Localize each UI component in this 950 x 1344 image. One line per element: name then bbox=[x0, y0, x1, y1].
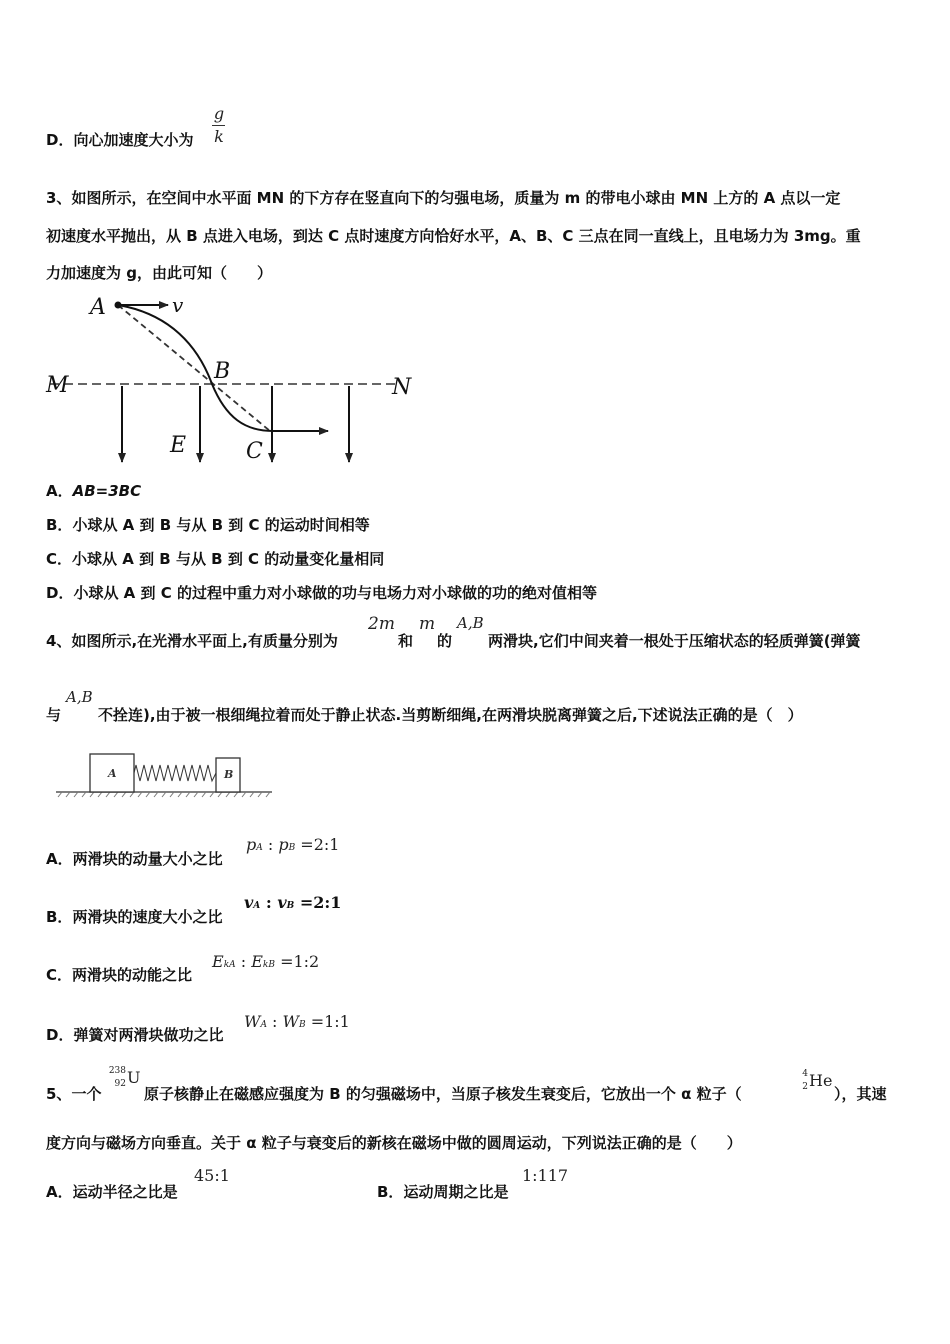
colon: : bbox=[265, 893, 272, 912]
q4-line1-end: 两滑块,它们中间夹着一根处于压缩状态的轻质弹簧(弹簧 bbox=[488, 632, 861, 650]
option-text: 两滑块的速度大小之比 bbox=[72, 908, 223, 926]
subscript: A bbox=[256, 843, 263, 853]
option-text: 向心加速度大小为 bbox=[73, 131, 194, 149]
option-label: C． bbox=[46, 966, 73, 984]
kinetic-energy-ratio bbox=[212, 952, 319, 971]
he-symbol: He bbox=[809, 1071, 833, 1090]
fraction-numerator: g bbox=[213, 104, 225, 123]
q4-option-a bbox=[46, 848, 223, 869]
spring bbox=[134, 765, 216, 781]
symbol: v bbox=[244, 893, 254, 912]
label-c: C bbox=[246, 439, 263, 464]
option-text: 小球从 A 到 B 与从 B 到 C 的运动时间相等 bbox=[72, 516, 370, 534]
q3-line1 bbox=[46, 187, 840, 208]
q3-figure bbox=[40, 286, 430, 466]
option-text: AB=3BC bbox=[72, 482, 142, 500]
q3-option-b bbox=[46, 514, 370, 535]
option-label: D． bbox=[46, 584, 74, 602]
symbol: v bbox=[277, 893, 287, 912]
subscript: B bbox=[286, 901, 295, 911]
q4-figure bbox=[52, 745, 277, 803]
option-text: 弹簧对两滑块做功之比 bbox=[73, 1026, 224, 1044]
radius-ratio: 45:1 bbox=[194, 1166, 230, 1185]
question-number: 3、 bbox=[46, 189, 72, 207]
symbol: E bbox=[251, 952, 263, 971]
ratio-value: =1:1 bbox=[310, 1012, 350, 1031]
q4-option-d bbox=[46, 1024, 223, 1045]
question-number: 4、 bbox=[46, 632, 72, 650]
option-label: C． bbox=[46, 550, 73, 568]
abc-dashed-line bbox=[118, 305, 270, 431]
subscript: A bbox=[260, 1020, 267, 1030]
symbol: W bbox=[244, 1012, 261, 1031]
colon: : bbox=[272, 1012, 278, 1031]
of-text: 的 bbox=[437, 632, 453, 650]
option-label: B． bbox=[46, 516, 73, 534]
fraction-bar bbox=[212, 125, 225, 126]
ratio-value: =2:1 bbox=[300, 835, 340, 854]
q3-option-a bbox=[46, 480, 141, 501]
question-text: 一个 bbox=[71, 1085, 102, 1103]
u-symbol: U bbox=[127, 1068, 141, 1087]
option-label: B． bbox=[46, 908, 73, 926]
q3-option-d bbox=[46, 582, 597, 603]
mass-2m: 2m bbox=[368, 614, 395, 634]
trajectory-curve bbox=[118, 305, 273, 431]
option-label: D． bbox=[46, 131, 74, 149]
subscript: A bbox=[253, 901, 261, 911]
option-text: 运动周期之比是 bbox=[403, 1183, 509, 1201]
option-label: D． bbox=[46, 1026, 74, 1044]
and-text: 和 bbox=[398, 632, 414, 650]
velocity-ratio bbox=[244, 893, 341, 912]
q4-line1-start bbox=[46, 630, 338, 651]
q5-line1-start bbox=[46, 1083, 101, 1104]
subscript: B bbox=[298, 1020, 306, 1030]
work-ratio bbox=[244, 1012, 350, 1031]
colon: : bbox=[267, 835, 274, 854]
option-label: B． bbox=[377, 1183, 404, 1201]
option-text: 小球从 A 到 C 的过程中重力对小球做的功与电场力对小球做的功的绝对值相等 bbox=[73, 584, 597, 602]
q3-line3: 力加速度为 g，由此可知（ ） bbox=[46, 264, 272, 282]
u-mass-number: 238 bbox=[108, 1066, 126, 1076]
label-a: A bbox=[90, 295, 106, 320]
u-atomic-number: 92 bbox=[114, 1079, 126, 1089]
symbol: p bbox=[278, 835, 289, 854]
option-text: 运动半径之比是 bbox=[72, 1183, 178, 1201]
label-m: M bbox=[46, 373, 69, 398]
period-ratio: 1:117 bbox=[522, 1166, 569, 1185]
option-label: A． bbox=[46, 482, 73, 500]
colon: : bbox=[240, 952, 247, 971]
option-label: A． bbox=[46, 850, 73, 868]
option-text: 两滑块的动量大小之比 bbox=[72, 850, 223, 868]
q5-option-a bbox=[46, 1181, 178, 1202]
block-a-label: A bbox=[108, 767, 117, 780]
fraction-denominator: k bbox=[214, 127, 224, 146]
label-b: B bbox=[214, 359, 231, 384]
label-e: E bbox=[170, 433, 187, 458]
question-number: 5、 bbox=[46, 1085, 72, 1103]
question-text: 如图所示，在空间中水平面 MN 的下方存在竖直向下的匀强电场，质量为 m 的带电小球由 MN 上方的 A 点以一定 bbox=[71, 189, 841, 207]
q2-option-d bbox=[46, 129, 193, 150]
q5-line1-end: ），其速 bbox=[834, 1085, 887, 1103]
he-atomic-number: 2 bbox=[802, 1082, 808, 1092]
q4-line2-start: 与 bbox=[46, 706, 62, 724]
q5-line2: 度方向与磁场方向垂直。关于 α 粒子与衰变后的新核在磁场中做的圆周运动，下列说法正确的是（ ） bbox=[46, 1134, 742, 1152]
symbol: E bbox=[212, 952, 224, 971]
block-b-label: B bbox=[224, 768, 234, 781]
q5-line1-mid: 原子核静止在磁感应强度为 B 的匀强磁场中，当原子核发生衰变后，它放出一个 α 粒子（ bbox=[144, 1085, 742, 1103]
q5-option-b bbox=[377, 1181, 508, 1202]
symbol: p bbox=[246, 835, 257, 854]
q3-line2: 初速度水平抛出，从 B 点进入电场，到达 C 点时速度方向恰好水平，A、B、C 三点在同一直线上，且电场力为 3mg。重 bbox=[46, 227, 861, 245]
label-v: v bbox=[172, 293, 184, 317]
q4-line2-end: 不拴连),由于被一根细绳拉着而处于静止状态.当剪断细绳,在两滑块脱离弹簧之后,下述说法正确的是（ ） bbox=[98, 706, 803, 724]
question-text: 如图所示,在光滑水平面上,有质量分别为 bbox=[71, 632, 338, 650]
option-text: 两滑块的动能之比 bbox=[72, 966, 193, 984]
option-label: A． bbox=[46, 1183, 73, 1201]
subscript: kA bbox=[223, 960, 236, 970]
symbol: W bbox=[282, 1012, 299, 1031]
ratio-value: =2:1 bbox=[299, 893, 342, 912]
ratio-value: =1:2 bbox=[280, 952, 320, 971]
label-n: N bbox=[392, 375, 412, 400]
q4-option-c bbox=[46, 964, 192, 985]
option-text: 小球从 A 到 B 与从 B 到 C 的动量变化量相同 bbox=[72, 550, 385, 568]
mass-m: m bbox=[419, 614, 436, 634]
ab-symbol: A,B bbox=[457, 614, 484, 632]
q4-option-b bbox=[46, 906, 222, 927]
subscript: kB bbox=[262, 960, 275, 970]
subscript: B bbox=[288, 843, 296, 853]
he-mass-number: 4 bbox=[802, 1069, 808, 1079]
q3-option-c bbox=[46, 548, 384, 569]
momentum-ratio bbox=[246, 835, 339, 854]
ab-symbol: A,B bbox=[66, 688, 93, 706]
